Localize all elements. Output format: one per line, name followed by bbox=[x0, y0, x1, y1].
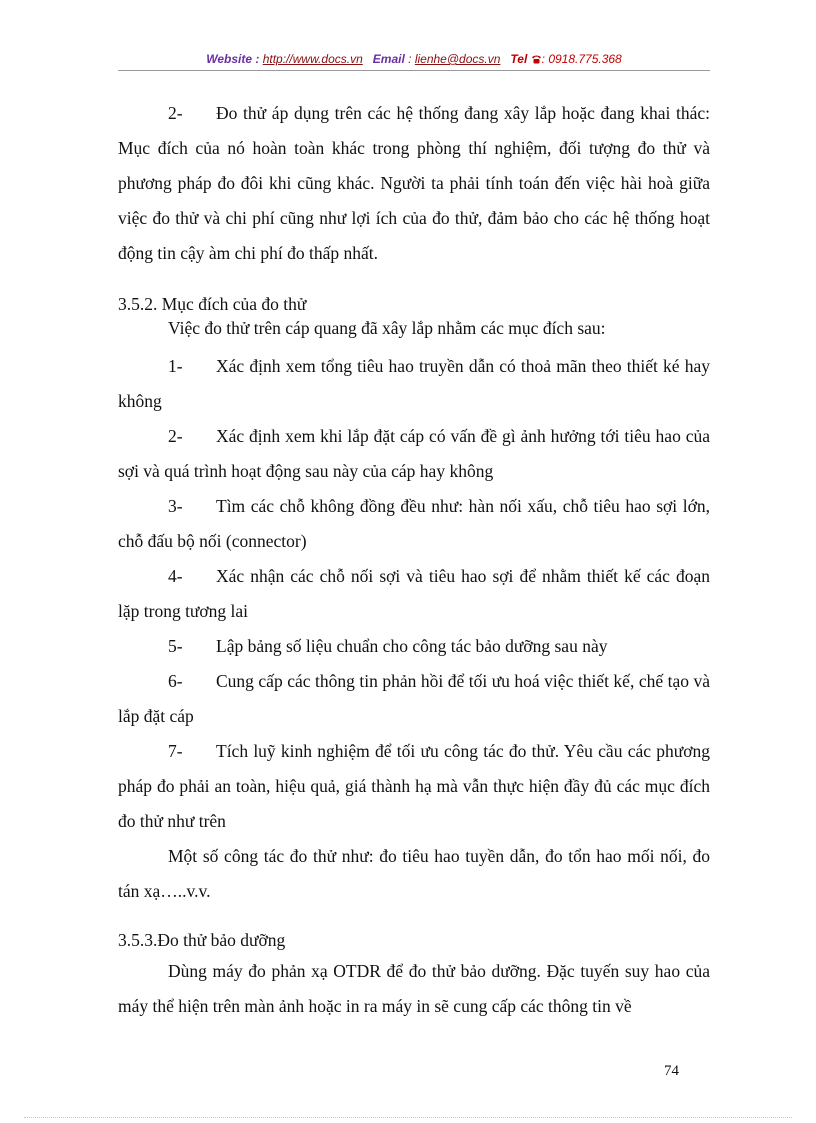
tel-label: Tel bbox=[510, 52, 528, 66]
phone-number: : 0918.775.368 bbox=[541, 52, 622, 66]
summary-paragraph: Một số công tác đo thử như: đo tiêu hao tuyền dẫn, đo tổn hao mối nối, đo tán xạ…..v.v. bbox=[118, 846, 710, 901]
header-divider bbox=[118, 70, 710, 71]
page-header bbox=[118, 52, 710, 66]
purpose-item bbox=[118, 419, 710, 489]
page-number: 74 bbox=[664, 1063, 679, 1079]
item-text: Xác định xem tổng tiêu hao truyền dẫn có thoả mãn theo thiết ké hay không bbox=[118, 356, 710, 411]
item-number: 3- bbox=[168, 496, 183, 516]
purpose-item bbox=[118, 629, 710, 664]
email-label: Email bbox=[372, 52, 405, 66]
email-separator: : bbox=[404, 52, 415, 66]
purpose-item bbox=[118, 349, 710, 419]
purpose-item bbox=[118, 559, 710, 629]
item-number: 4- bbox=[168, 566, 183, 586]
item-number: 2- bbox=[168, 103, 183, 123]
item-text: Lập bảng số liệu chuẩn cho công tác bảo dưỡng sau này bbox=[216, 636, 608, 656]
email-link[interactable]: lienhe@docs.vn bbox=[414, 52, 501, 66]
website-label: Website : bbox=[206, 52, 263, 66]
footer-divider bbox=[24, 1117, 792, 1118]
purpose-item bbox=[118, 664, 710, 734]
item-text: Xác định xem khi lắp đặt cáp có vấn đề gì ảnh hưởng tới tiêu hao của sợi và quá trình hoạt động sau này của cáp hay không bbox=[118, 426, 710, 481]
item-number: 7- bbox=[168, 741, 183, 761]
purpose-item bbox=[118, 489, 710, 559]
item-text: Tìm các chỗ không đồng đều như: hàn nối xấu, chỗ tiêu hao sợi lớn, chỗ đấu bộ nối (connector) bbox=[118, 496, 710, 551]
section-heading-3-5-3: 3.5.3.Đo thử bảo dưỡng bbox=[118, 930, 286, 950]
item-number: 5- bbox=[168, 636, 183, 656]
phone-icon bbox=[531, 52, 542, 66]
otdr-paragraph: Dùng máy đo phản xạ OTDR để đo thử bảo dưỡng. Đặc tuyến suy hao của máy thể hiện trên màn ảnh hoặc in ra máy in sẽ cung cấp các thông tin về bbox=[118, 961, 710, 1016]
item-text: Tích luỹ kinh nghiệm để tối ưu công tác đo thử. Yêu cầu các phương pháp đo phải an toàn, hiệu quả, giá thành hạ mà vẫn thực hiện đầy đủ các mục đích đo thử như trên bbox=[118, 741, 710, 831]
purpose-item bbox=[118, 734, 710, 839]
item-text: Cung cấp các thông tin phản hồi để tối ưu hoá việc thiết kế, chế tạo và lắp đặt cáp bbox=[118, 671, 710, 726]
item-2-paragraph bbox=[118, 96, 710, 271]
section-heading-3-5-2: 3.5.2. Mục đích của đo thử bbox=[118, 294, 307, 314]
item-number: 2- bbox=[168, 426, 183, 446]
item-text: Xác nhận các chỗ nối sợi và tiêu hao sợi để nhằm thiết kế các đoạn lặp trong tương lai bbox=[118, 566, 710, 621]
page-body bbox=[118, 96, 710, 1024]
section-intro: Việc đo thử trên cáp quang đã xây lắp nhằm các mục đích sau: bbox=[168, 318, 606, 338]
item-text: Đo thử áp dụng trên các hệ thống đang xây lắp hoặc đang khai thác: Mục đích của nó hoàn toàn khác trong phòng thí nghiệm, đối tượng đo thử và phương pháp đo đôi khi cũng khác. Người ta phải tính toán đến việc hài hoà giữa việc đo thử và chi phí cũng như lợi ích của đo thử, đảm bảo cho các hệ thống hoạt động tin cậy àm chi phí đo thấp nhất. bbox=[118, 103, 710, 263]
item-number: 1- bbox=[168, 356, 183, 376]
website-link[interactable]: http://www.docs.vn bbox=[262, 52, 363, 66]
item-number: 6- bbox=[168, 671, 183, 691]
